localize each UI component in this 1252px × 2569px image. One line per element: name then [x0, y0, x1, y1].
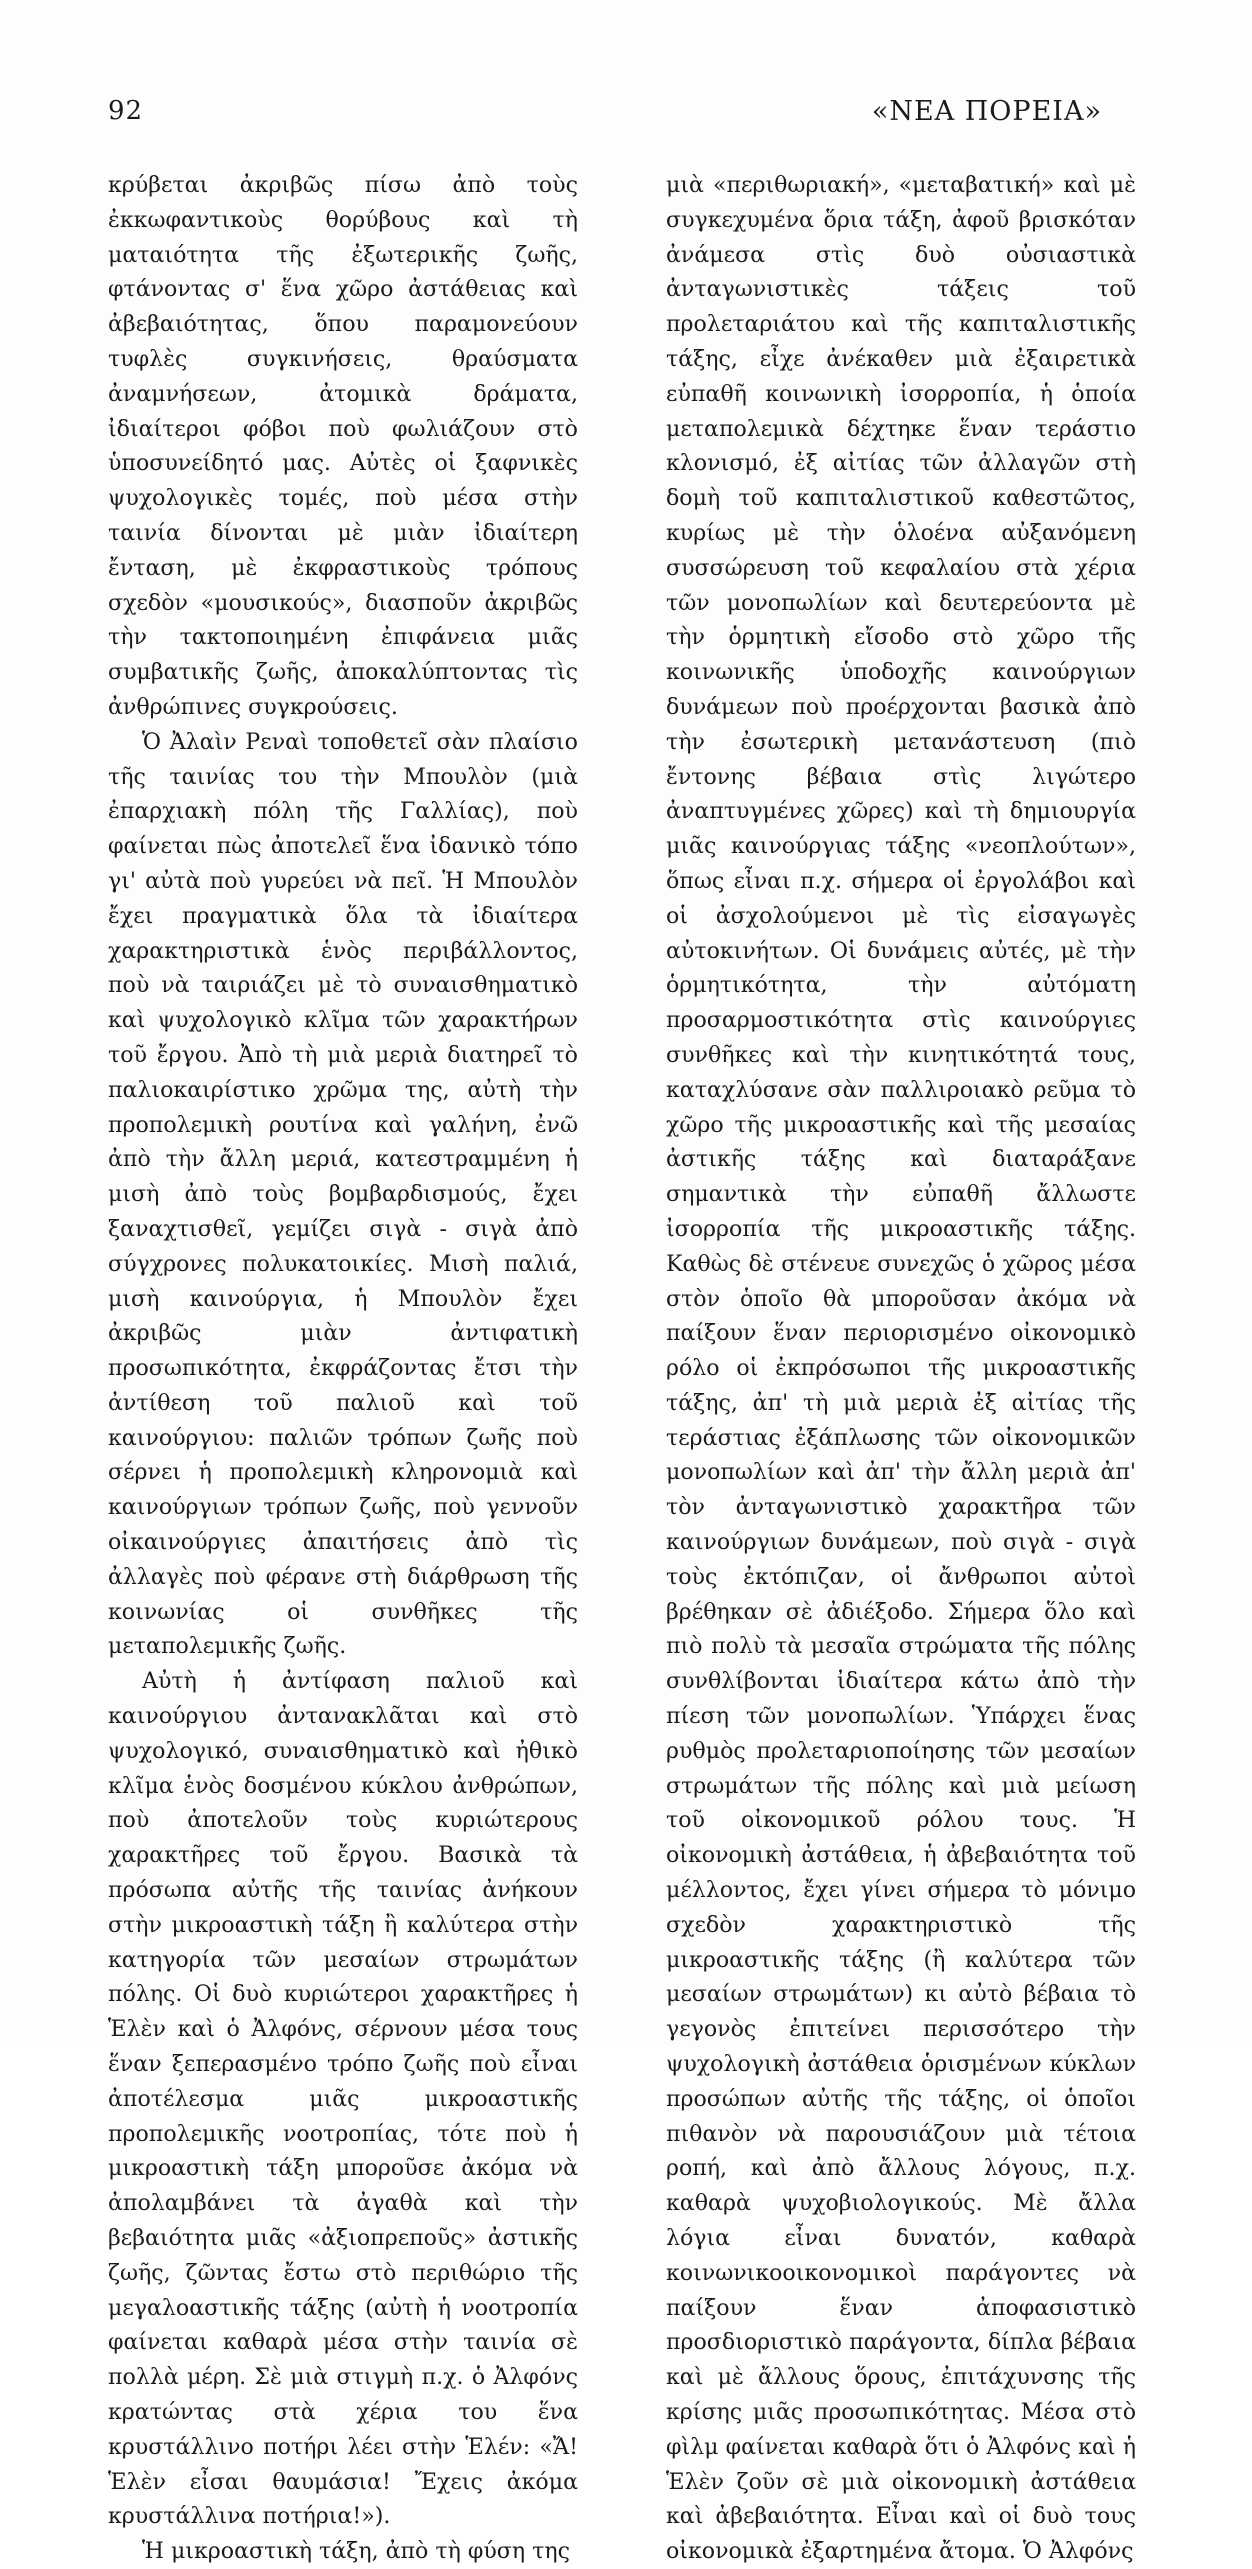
- running-title: «ΝΕΑ ΠΟΡΕΙΑ»: [871, 96, 1102, 127]
- paragraph: κρύβεται ἀκριβῶς πίσω ἀπὸ τοὺς ἐκκωφαντικοὺς θορύβους καὶ τὴ ματαιότητα τῆς ἐξωτερικῆς ζωῆς, φτάνοντας σ' ἕνα χῶρο ἀστάθειας καὶ ἀβεβαιότητας, ὅπου παραμονεύουν τυφλὲς συγκινήσεις, θραύσματα ἀναμνήσεων, ἀτομικὰ δράματα, ἰδιαίτεροι φόβοι ποὺ φωλιάζουν στὸ ὑποσυνείδητό μας. Αὐτὲς οἱ ξαφνικὲς ψυχολογικὲς τομές, ποὺ μέσα στὴν ταινία δίνονται μὲ μιὰν ἰδιαίτερη ἔνταση, μὲ ἐκφραστικοὺς τρόπους σχεδὸν «μουσικούς», διασποῦν ἀκριβῶς τὴν τακτοποιημένη ἐπιφάνεια μιᾶς συμβατικῆς ζωῆς, ἀποκαλύπτοντας τὶς ἀνθρώπινες συγκρούσεις.: [108, 172, 578, 720]
- page-number: 92: [108, 96, 144, 126]
- paragraph: μιὰ «περιθωριακή», «μεταβατική» καὶ μὲ συγκεχυμένα ὅρια τάξη, ἀφοῦ βρισκόταν ἀνάμεσα στὶς δυὸ οὐσιαστικὰ ἀνταγωνιστικὲς τάξεις τοῦ προλεταριάτου καὶ τῆς καπιταλιστικῆς τάξης, εἶχε ἀνέκαθεν μιὰ ἐξαιρετικὰ εὐπαθῆ κοινωνικὴ ἰσορροπία, ἡ ὁποία μεταπολεμικὰ δέχτηκε ἕναν τεράστιο κλονισμό, ἐξ αἰτίας τῶν ἀλλαγῶν στὴ δομὴ τοῦ καπιταλιστικοῦ καθεστῶτος, κυρίως μὲ τὴν ὁλοένα αὐξανόμενη συσσώρευση τοῦ κεφαλαίου στὰ χέρια τῶν μονοπωλίων καὶ δευτερεύοντα μὲ τὴν ὁρμητικὴ εἴσοδο στὸ χῶρο τῆς κοινωνικῆς ὑποδοχῆς καινούργιων δυνάμεων ποὺ προέρχονται βασικὰ ἀπὸ τὴν ἐσωτερικὴ μετανάστευση (πιὸ ἔντονης βέβαια στὶς λιγώτερο ἀναπτυγμένες χῶρες) καὶ τὴ δημιουργία μιᾶς καινούργιας τάξης «νεοπλούτων», ὅπως εἶναι π.χ. σήμερα οἱ ἐργολάβοι καὶ οἱ ἀσχολούμενοι μὲ τὶς εἰσαγωγὲς αὐτοκινήτων. Οἱ δυνάμεις αὐτές, μὲ τὴν ὁρμητικότητα, τὴν αὐτόματη προσαρμοστικότητα στὶς καινούργιες συνθῆκες καὶ τὴν κινητικότητά τους, καταχλύσανε σὰν παλλιροιακὸ ρεῦμα τὸ χῶρο τῆς μικροαστικῆς καὶ τῆς μεσαίας ἀστικῆς τάξης καὶ διαταράξανε σημαντικὰ τὴν εὐπαθῆ ἄλλωστε ἰσορροπία τῆς μικροαστικῆς τάξης. Καθὼς δὲ στένευε συνεχῶς ὁ χῶρος μέσα στὸν ὁποῖο θὰ μποροῦσαν ἀκόμα νὰ παίξουν ἕναν περιορισμένο οἰκονομικὸ ρόλο οἱ ἐκπρόσωποι τῆς μικροαστικῆς τάξης, ἀπ' τὴ μιὰ μεριὰ ἐξ αἰτίας τῆς τεράστιας ἐξάπλωσης τῶν οἰκονομικῶν μονοπωλίων καὶ ἀπ' τὴν ἄλλη μεριὰ ἀπ' τὸν ἀνταγωνιστικὸ χαρακτῆρα τῶν καινούργιων δυνάμεων, ποὺ σιγὰ - σιγὰ τοὺς ἐκτόπιζαν, οἱ ἄνθρωποι αὐτοὶ βρέθηκαν σὲ ἀδιέξοδο. Σήμερα ὅλο καὶ πιὸ πολὺ τὰ μεσαῖα στρώματα τῆς πόλης συνθλίβονται ἰδιαίτερα κάτω ἀπὸ τὴν πίεση τῶν μονοπωλίων. Ὑπάρχει ἕνας ρυθμὸς προλεταριοποίησης τῶν μεσαίων στρωμάτων τῆς πόλης καὶ μιὰ μείωση τοῦ οἰκονομικοῦ ρόλου τους. Ἡ οἰκονομικὴ ἀστάθεια, ἡ ἀβεβαιότητα τοῦ μέλλοντος, ἔχει γίνει σήμερα τὸ μόνιμο σχεδὸν χαρακτηριστικὸ τῆς μικροαστικῆς τάξης (ἢ καλύτερα τῶν μεσαίων στρωμάτων) κι αὐτὸ βέβαια τὸ γεγονὸς ἐπιτείνει περισσότερο τὴν ψυχολογικὴ ἀστάθεια ὁρισμένων κύκλων προσώπων αὐτῆς τῆς τάξης, οἱ ὁποῖοι πιθανὸν νὰ παρουσιάζουν μιὰ τέτοια ροπή, καὶ ἀπὸ ἄλλους λόγους, π.χ. καθαρὰ ψυχοβιολογικούς. Μὲ ἄλλα λόγια εἶναι δυνατόν, καθαρὰ κοινωνικοοικονομικοὶ παράγοντες νὰ παίξουν ἕναν ἀποφασιστικὸ προσδιοριστικὸ παράγοντα, δίπλα βέβαια καὶ μὲ ἄλλους ὅρους, ἐπιτάχυνσης τῆς κρίσης μιᾶς προσωπικότητας. Μέσα στὸ φὶλμ φαίνεται καθαρὰ ὅτι ὁ Ἀλφόνς καὶ ἡ Ἑλὲν ζοῦν σὲ μιὰ οἰκονομικὴ ἀστάθεια καὶ ἀβεβαιότητα. Εἶναι καὶ οἱ δυὸ τους οἰκονομικὰ ἐξαρτημένα ἄτομα. Ὁ Ἀλφόνς: [666, 172, 1136, 2565]
- paragraph: Αὐτὴ ἡ ἀντίφαση παλιοῦ καὶ καινούργιου ἀντανακλᾶται καὶ στὸ ψυχολογικό, συναισθηματικὸ καὶ ἠθικὸ κλῖμα ἑνὸς δοσμένου κύκλου ἀνθρώπων, ποὺ ἀποτελοῦν τοὺς κυριώτερους χαρακτῆρες τοῦ ἔργου. Βασικὰ τὰ πρόσωπα αὐτῆς τῆς ταινίας ἀνήκουν στὴν μικροαστικὴ τάξη ἢ καλύτερα στὴν κατηγορία τῶν μεσαίων στρωμάτων πόλης. Οἱ δυὸ κυριώτεροι χαρακτῆρες ἡ Ἑλὲν καὶ ὁ Ἀλφόνς, σέρνουν μέσα τους ἕναν ξεπερασμένο τρόπο ζωῆς ποὺ εἶναι ἀποτέλεσμα μιᾶς μικροαστικῆς προπολεμικῆς νοοτροπίας, τότε ποὺ ἡ μικροαστικὴ τάξη μποροῦσε ἀκόμα νὰ ἀπολαμβάνει τὰ ἀγαθὰ καὶ τὴν βεβαιότητα μιᾶς «ἀξιοπρεποῦς» ἀστικῆς ζωῆς, ζῶντας ἔστω στὸ περιθώριο τῆς μεγαλοαστικῆς τάξης (αὐτὴ ἡ νοοτροπία φαίνεται καθαρὰ μέσα στὴν ταινία σὲ πολλὰ μέρη. Σὲ μιὰ στιγμὴ π.χ. ὁ Ἀλφόνς κρατώντας στὰ χέρια του ἕνα κρυστάλλινο ποτήρι λέει στὴν Ἑλέν: «Ἄ! Ἑλὲν εἶσαι θαυμάσια! Ἔχεις ἀκόμα κρυστάλλινα ποτήρια!»).: [108, 1668, 578, 2530]
- left-column: [108, 168, 578, 2569]
- text-columns: [108, 168, 1136, 2565]
- paragraph: Ἡ μικροαστικὴ τάξη, ἀπὸ τὴ φύση της: [142, 2538, 570, 2565]
- page-header: [108, 96, 1102, 136]
- right-column: [666, 168, 1136, 2569]
- paragraph: Ὁ Ἀλαὶν Ρεναὶ τοποθετεῖ σὰν πλαίσιο τῆς ταινίας του τὴν Μπουλὸν (μιὰ ἐπαρχιακὴ πόλη τῆς Γαλλίας), ποὺ φαίνεται πὼς ἀποτελεῖ ἕνα ἰδανικὸ τόπο γι' αὐτὰ ποὺ γυρεύει νὰ πεῖ. Ἡ Μπουλὸν ἔχει πραγματικὰ ὅλα τὰ ἰδιαίτερα χαρακτηριστικὰ ἑνὸς περιβάλλοντος, ποὺ νὰ ταιριάζει μὲ τὸ συναισθηματικὸ καὶ ψυχολογικὸ κλῖμα τῶν χαρακτήρων τοῦ ἔργου. Ἀπὸ τὴ μιὰ μεριὰ διατηρεῖ τὸ παλιοκαιρίστικο χρῶμα της, αὐτὴ τὴν προπολεμικὴ ρουτίνα καὶ γαλήνη, ἐνῶ ἀπὸ τὴν ἄλλη μεριά, κατεστραμμένη ἡ μισὴ ἀπὸ τοὺς βομβαρδισμούς, ἔχει ξαναχτισθεῖ, γεμίζει σιγὰ - σιγὰ ἀπὸ σύγχρονες πολυκατοικίες. Μισὴ παλιά, μισὴ καινούργια, ἡ Μπουλὸν ἔχει ἀκριβῶς μιὰν ἀντιφατικὴ προσωπικότητα, ἐκφράζοντας ἔτσι τὴν ἀντίθεση τοῦ παλιοῦ καὶ τοῦ καινούργιου: παλιῶν τρόπων ζωῆς ποὺ σέρνει ἡ προπολεμικὴ κληρονομιὰ καὶ καινούργιων τρόπων ζωῆς, ποὺ γεννοῦν οἰκαινούργιες ἀπαιτήσεις ἀπὸ τὶς ἀλλαγὲς ποὺ φέρανε στὴ διάρθρωση τῆς κοινωνίας οἱ συνθῆκες τῆς μεταπολεμικῆς ζωῆς.: [108, 728, 578, 1660]
